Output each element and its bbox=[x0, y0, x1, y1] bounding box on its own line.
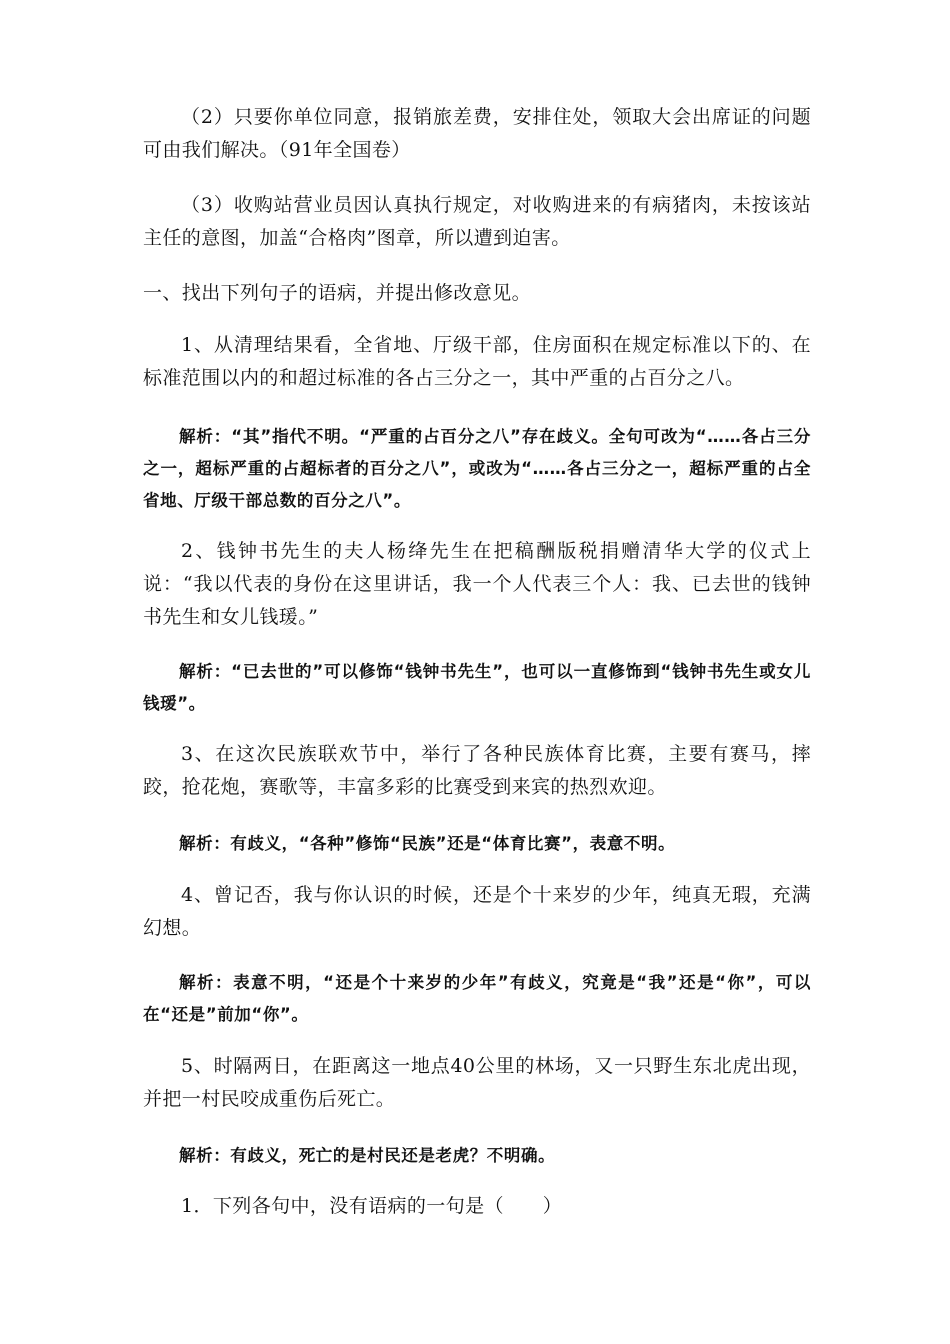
question-3: 3、在这次民族联欢节中，举行了各种民族体育比赛，主要有赛马，摔跤，抢花炮，赛歌等，丰富多彩的比赛受到来宾的热烈欢迎。 bbox=[143, 743, 811, 798]
analysis-3: 解析：有歧义，“各种”修饰“民族”还是“体育比赛”，表意不明。 bbox=[179, 834, 676, 853]
analysis-1: 解析：“其”指代不明。“严重的占百分之八”存在歧义。全句可改为“……各占三分之一，超标严重的占超标者的百分之八”，或改为“……各占三分之一，超标严重的占全省地、厅级干部总数的百分之八”。 bbox=[143, 427, 811, 510]
question-2: 2、钱钟书先生的夫人杨绛先生在把稿酬版税捐赠清华大学的仪式上说：“我以代表的身份在这里讲话，我一个人代表三个人：我、已去世的钱钟书先生和女儿钱瑗。” bbox=[143, 540, 811, 628]
analysis-4: 解析：表意不明，“还是个十来岁的少年”有歧义，究竟是“我”还是“你”，可以在“还是”前加“你”。 bbox=[143, 973, 811, 1024]
question-1: 1、从清理结果看，全省地、厅级干部，住房面积在规定标准以下的、在标准范围以内的和超过标准的各占三分之一，其中严重的占百分之八。 bbox=[143, 334, 811, 389]
section-heading: 一、找出下列句子的语病，并提出修改意见。 bbox=[143, 282, 532, 304]
next-question: 1．下列各句中，没有语病的一句是（ ） bbox=[181, 1195, 563, 1217]
paragraph-item-2: （2）只要你单位同意，报销旅差费，安排住处，领取大会出席证的问题可由我们解决。（91年全国卷） bbox=[143, 106, 811, 161]
analysis-2: 解析：“已去世的”可以修饰“钱钟书先生”，也可以一直修饰到“钱钟书先生或女儿钱瑷”。 bbox=[143, 662, 811, 713]
question-5: 5、时隔两日，在距离这一地点40公里的林场，又一只野生东北虎出现，并把一村民咬成重伤后死亡。 bbox=[143, 1055, 811, 1110]
analysis-5: 解析：有歧义，死亡的是村民还是老虎？不明确。 bbox=[179, 1146, 556, 1165]
paragraph-item-3: （3）收购站营业员因认真执行规定，对收购进来的有病猪肉，未按该站主任的意图，加盖“合格肉”图章，所以遭到迫害。 bbox=[143, 194, 811, 249]
question-4: 4、曾记否，我与你认识的时候，还是个十来岁的少年，纯真无瑕，充满幻想。 bbox=[143, 884, 811, 939]
